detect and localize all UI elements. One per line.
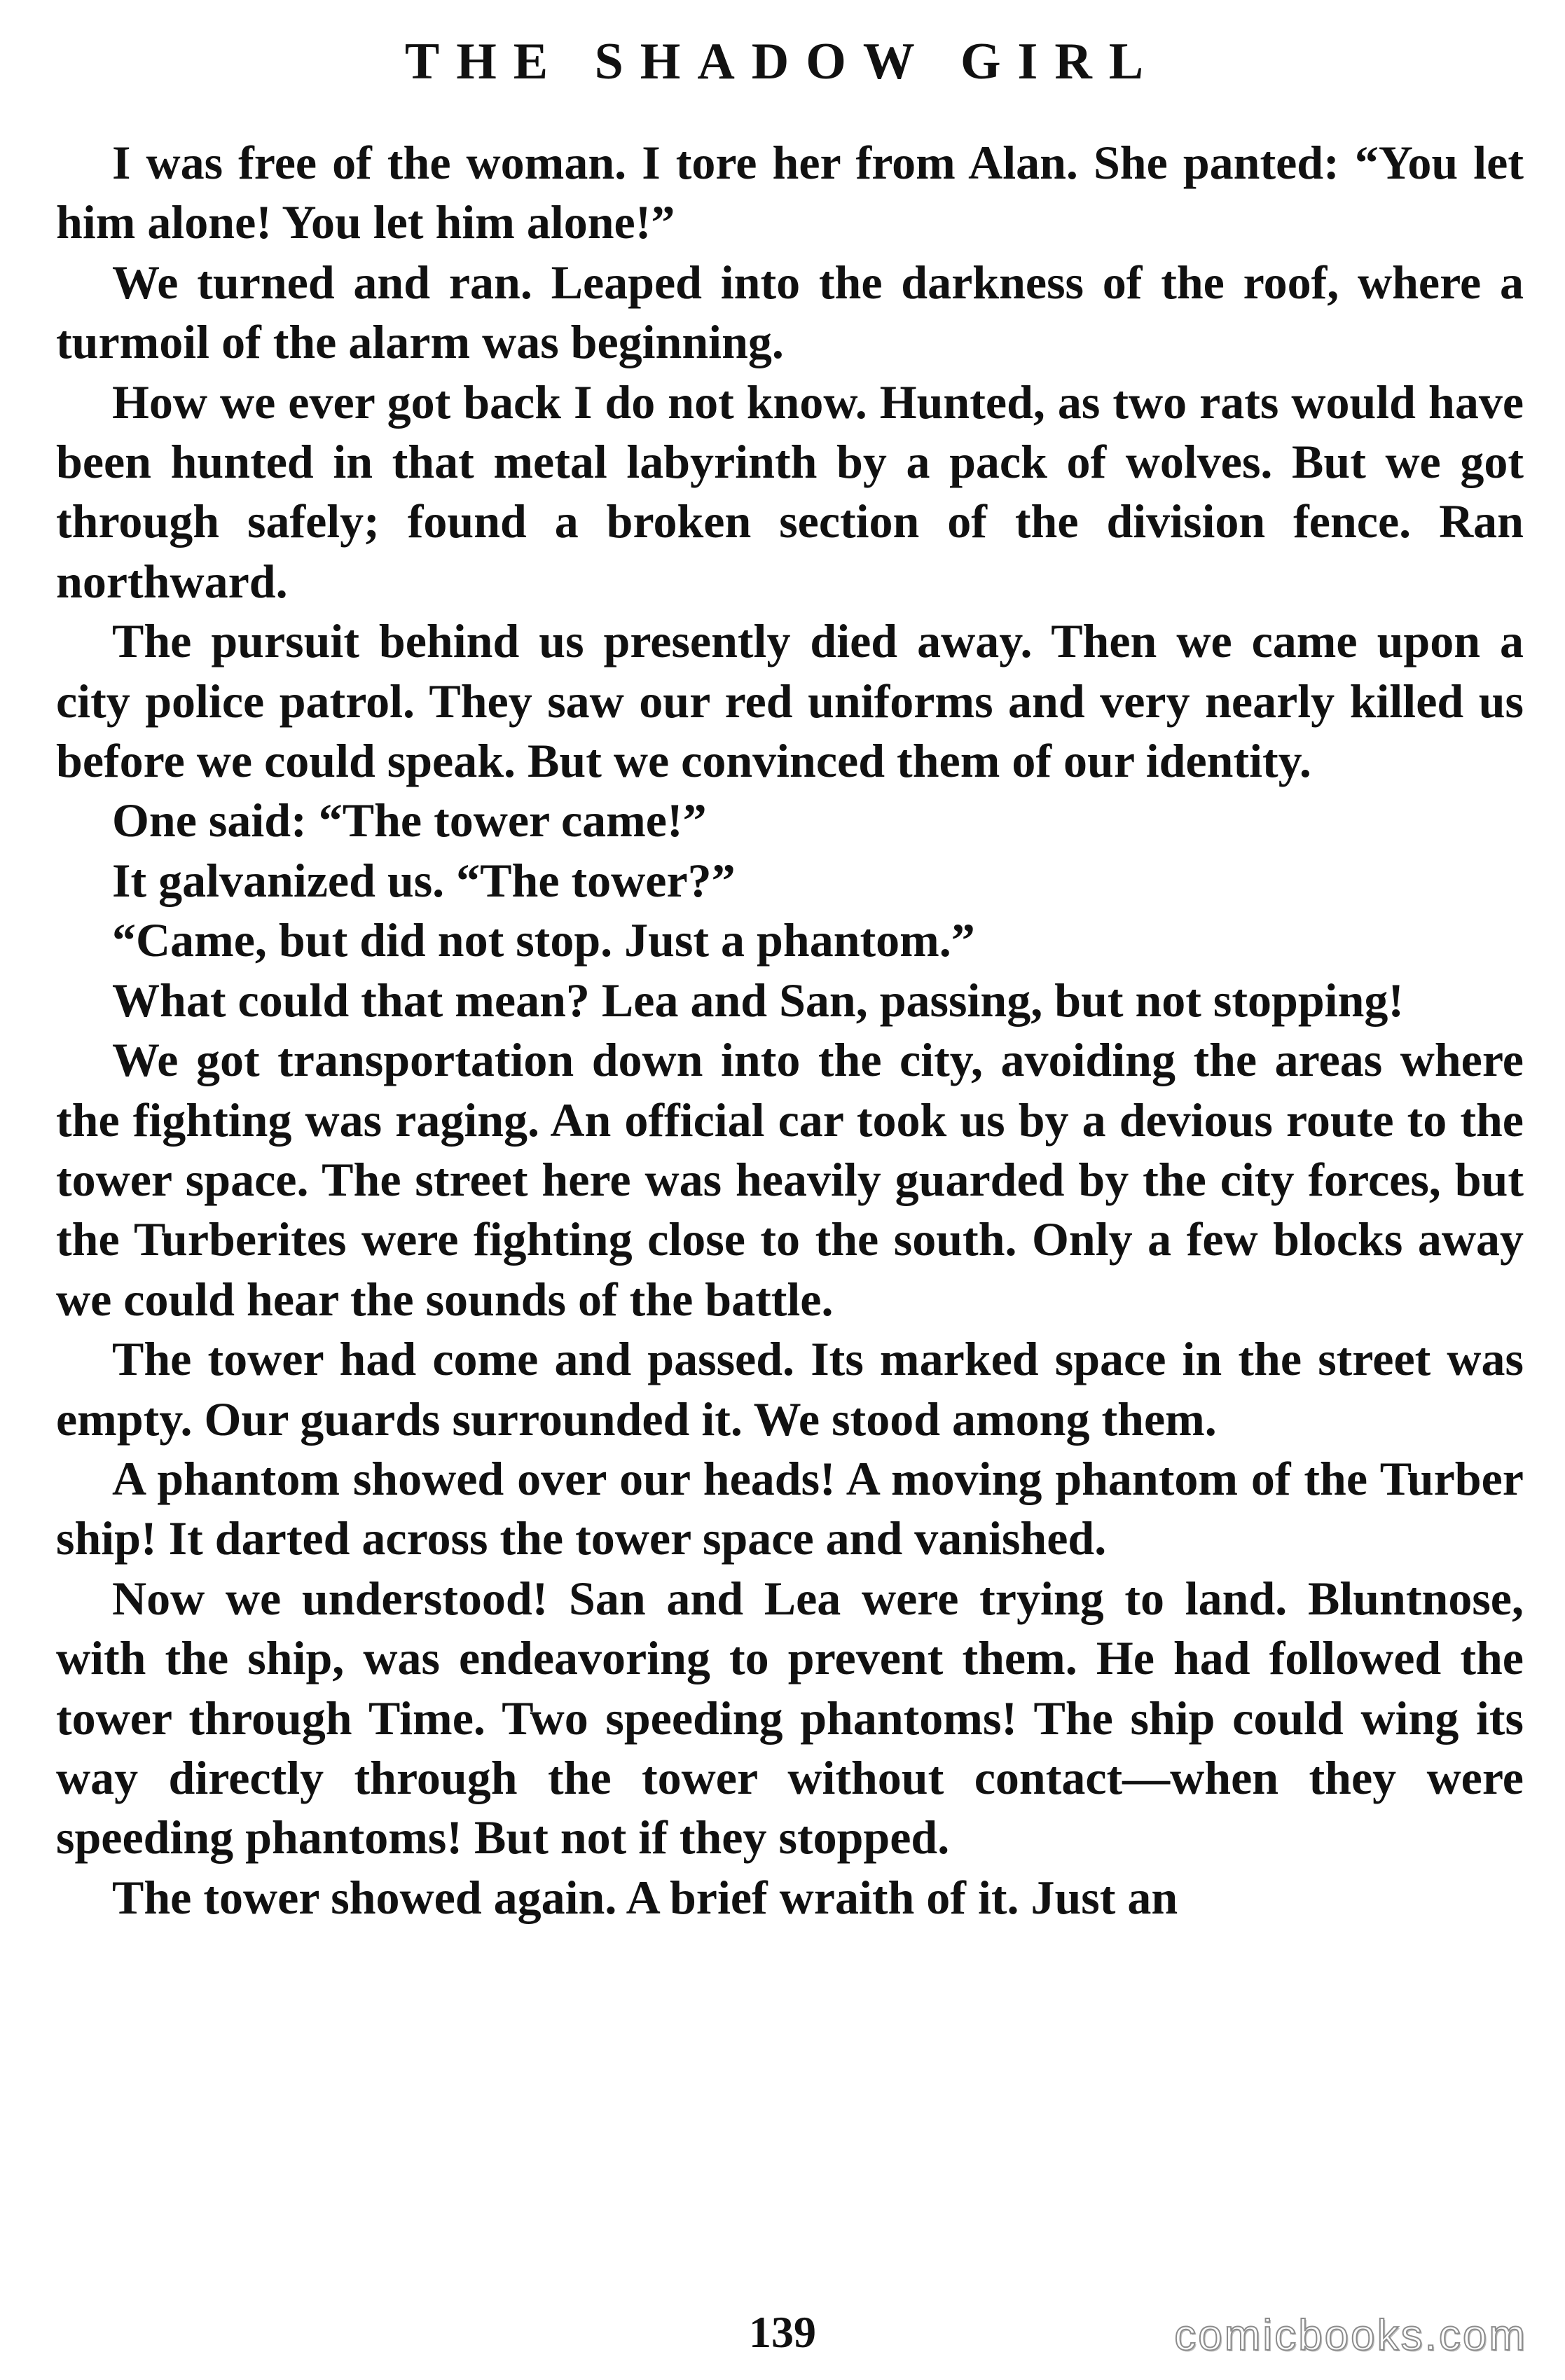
paragraph: The tower showed again. A brief wraith of it. Just an [112,1870,1178,1924]
paragraph: What could that mean? Lea and San, passing, but not stopping! [112,973,1405,1027]
paragraph: We got transportation down into the city, avoiding the areas where the fighting was raging. An official car took us by a devious route to the tower space. The street here was heavily guarded by the city forces, but the Turberites were fighting close to the south. Only a few blocks away we could hear the sounds of the battle. [56,1033,1524,1326]
watermark: comicbooks.com [1174,2311,1527,2360]
paragraph: How we ever got back I do not know. Hunted, as two rats would have been hunted in that metal labyrinth by a pack of wolves. But we got through safely; found a broken section of the division fence. Ran northward. [56,375,1524,608]
paragraph: Now we understood! San and Lea were trying to land. Bluntnose, with the ship, was endeavoring to prevent them. He had followed the tower through Time. Two speeding phantoms! The ship could wing its way directly through the tower without contact—when they were speeding phantoms! But not if they stopped. [56,1571,1524,1864]
page-number: 139 [749,2307,816,2357]
paragraph: I was free of the woman. I tore her from Alan. She panted: “You let him alone! You let him alone!” [56,136,1524,249]
paragraph: It galvanized us. “The tower?” [112,853,736,907]
running-title: THE SHADOW GIRL [404,33,1161,90]
paragraph: A phantom showed over our heads! A moving phantom of the Turber ship! It darted across the tower space and vanished. [56,1451,1524,1565]
body-text [56,133,1524,1928]
paragraph: The pursuit behind us presently died away. Then we came upon a city police patrol. They saw our red uniforms and very nearly killed us before we could speak. But we convinced them of our identity. [56,614,1524,788]
paragraph: One said: “The tower came!” [112,794,707,847]
paragraph: The tower had come and passed. Its marked space in the street was empty. Our guards surrounded it. We stood among them. [56,1332,1524,1446]
paragraph: “Came, but did not stop. Just a phantom.” [112,913,975,967]
paragraph: We turned and ran. Leaped into the darkness of the roof, where a turmoil of the alarm was beginning. [56,255,1524,369]
